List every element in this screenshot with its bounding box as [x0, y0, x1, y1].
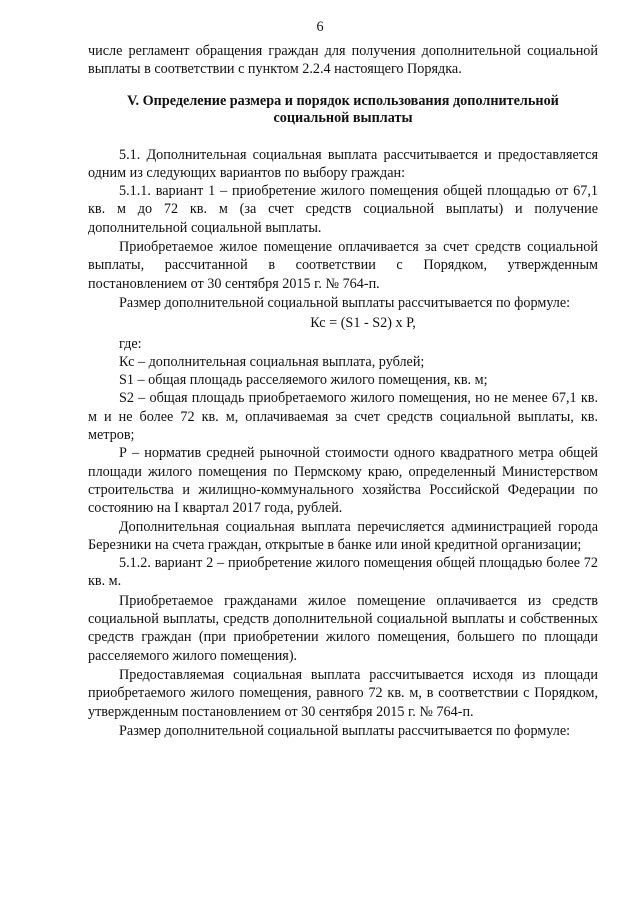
paragraph-paid-variant-2: Приобретаемое гражданами жилое помещение оплачивается из средств социальной выплаты, средств дополнительной социальной выплаты и собственных средств граждан (при приобретении жилого помещения, большего по площади расселяемого жилого помещения). [88, 592, 598, 664]
definition-kc: Кс – дополнительная социальная выплата, рублей; [119, 353, 425, 370]
definition-s2: S2 – общая площадь приобретаемого жилого помещения, но не менее 67,1 кв. м и не более 72 кв. м, оплачиваемая за счет средств социальной выплаты, кв. метров; [88, 390, 598, 444]
definition-p: Р – норматив средней рыночной стоимости одного квадратного метра общей площади жилого помещения по Пермскому краю, определенный Министерством строительства и жилищно-коммунального хозяйства Российской Федерации по состоянию на I квартал 2017 года, рублей. [88, 445, 598, 517]
formula: Кс = (S1 - S2) х Р, [310, 315, 416, 332]
carryover-paragraph: числе регламент обращения граждан для получения дополнительной социальной выплаты в соответствии с пунктом 2.2.4 настоящего Порядка. [88, 43, 598, 78]
paragraph-5-1-2: 5.1.2. вариант 2 – приобретение жилого помещения общей площадью более 72 кв. м. [88, 555, 598, 590]
paragraph-paid-variant-1: Приобретаемое жилое помещение оплачивается за счет средств социальной выплаты, рассчитанной в соответствии с Порядком, утвержденным постановлением от 30 сентября 2015 г. № 764-п. [88, 239, 598, 292]
section-title: V. Определение размера и порядок использования дополнительной социальной выплаты [127, 92, 559, 126]
document-body [88, 42, 598, 740]
paragraph-provided: Предоставляемая социальная выплата рассчитывается исходя из площади приобретаемого жилого помещения, равного 72 кв. м, в соответствии с Порядком, утвержденным постановлением от 30 сентября 2015 г. № 764-п. [88, 666, 598, 720]
definition-s1: S1 – общая площадь расселяемого жилого помещения, кв. м; [119, 372, 488, 389]
where-label: где: [119, 335, 142, 352]
paragraph-5-1-1: 5.1.1. вариант 1 – приобретение жилого помещения общей площадью от 67,1 кв. м до 72 кв. м (за счет средств социальной выплаты) и получение дополнительной социальной выплаты. [88, 183, 598, 236]
paragraph-transfer: Дополнительная социальная выплата перечисляется администрацией города Березники на счета граждан, открытые в банке или иной кредитной организации; [88, 518, 598, 553]
page-number: 6 [316, 19, 324, 35]
paragraph-size-formula-1: Размер дополнительной социальной выплаты рассчитывается по формуле: [119, 294, 571, 311]
paragraph-5-1: 5.1. Дополнительная социальная выплата рассчитывается и предоставляется одним из следующих вариантов по выбору граждан: [88, 146, 598, 181]
paragraph-size-formula-2: Размер дополнительной социальной выплаты рассчитывается по формуле: [119, 722, 571, 739]
